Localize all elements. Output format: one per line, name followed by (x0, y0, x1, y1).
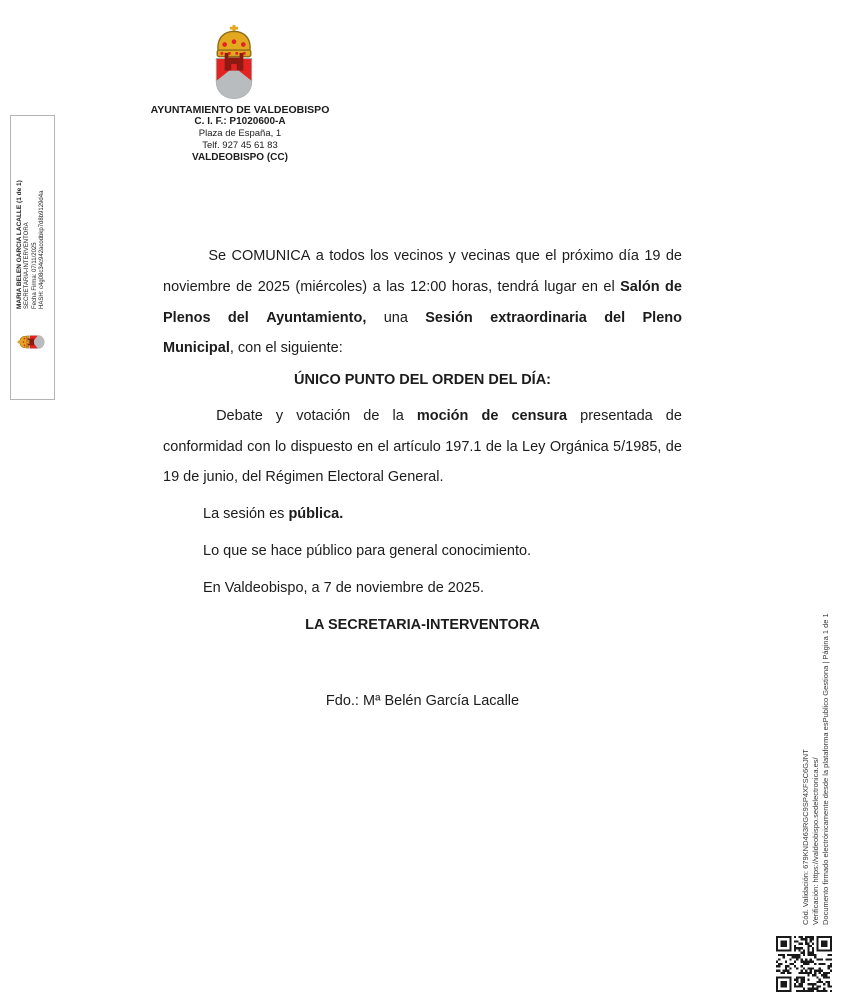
org-address: Plaza de España, 1 (198, 128, 282, 139)
document-body (163, 240, 682, 717)
municipal-crest-icon (17, 331, 47, 353)
qr-code (776, 936, 832, 992)
validation-footer (801, 605, 835, 925)
paragraph-public-session: La sesión es pública. (203, 506, 344, 522)
signer-role: SECRETARIA-INTERVENTORA (24, 222, 31, 309)
signature-name: Fdo.: Mª Belén García Lacalle (325, 693, 520, 709)
signature-stamp-rotated (11, 116, 52, 399)
signer-name: MARIA BELEN GARCIA LACALLE (1 de 1) (16, 180, 24, 309)
paragraph-announcement: Se COMUNICA a todos los vecinos y vecinas que el próximo día 19 de noviembre de 2025 (miércoles) a las 12:00 horas, tendrá lugar en el Salón de Plenos del Ayuntamiento, una Sesión extraordinaria del Pleno Municipal, con el siguiente: (163, 247, 682, 356)
paragraph-motion: Debate y votación de la moción de censura presentada de conformidad con lo dispuesto en el artículo 197.1 de la Ley Orgánica 5/1985, de 19 de junio, del Régimen Electoral General. (163, 407, 682, 485)
paragraph-general-knowledge: Lo que se hace público para general conocimiento. (203, 543, 532, 559)
org-locality: VALDEOBISPO (CC) (192, 152, 288, 163)
org-cif: C. I. F.: P1020600-A (194, 116, 286, 127)
municipal-crest (204, 24, 264, 106)
order-of-day-heading: ÚNICO PUNTO DEL ORDEN DEL DÍA: (294, 372, 551, 388)
verification-url: Verificación: https://valdeobispo.sedelectronica.es/ (811, 757, 820, 925)
castle-door (231, 64, 237, 71)
org-name: AYUNTAMIENTO DE VALDEOBISPO (150, 104, 330, 116)
signature-date: Fecha Firma: 07/11/2025 (31, 242, 38, 309)
signature-stamp-text (16, 180, 47, 309)
signature-hash: HASH: c4g08c34c942acodbkp7d8b9129d4a (39, 190, 46, 309)
org-phone: Telf. 927 45 61 83 (202, 140, 278, 151)
validation-code: Cód. Validación: 679KND463RGC9SP4XFSC6GJNT (801, 749, 810, 925)
platform-note: Documento firmado electrónicamente desde la plataforma esPublico Gestiona | Página 1 de 1 (821, 613, 830, 925)
paragraph-place-date: En Valdeobispo, a 7 de noviembre de 2025. (203, 580, 485, 596)
signature-title: LA SECRETARIA-INTERVENTORA (305, 617, 540, 633)
signature-stamp-box (10, 115, 55, 400)
document-header (145, 104, 335, 164)
